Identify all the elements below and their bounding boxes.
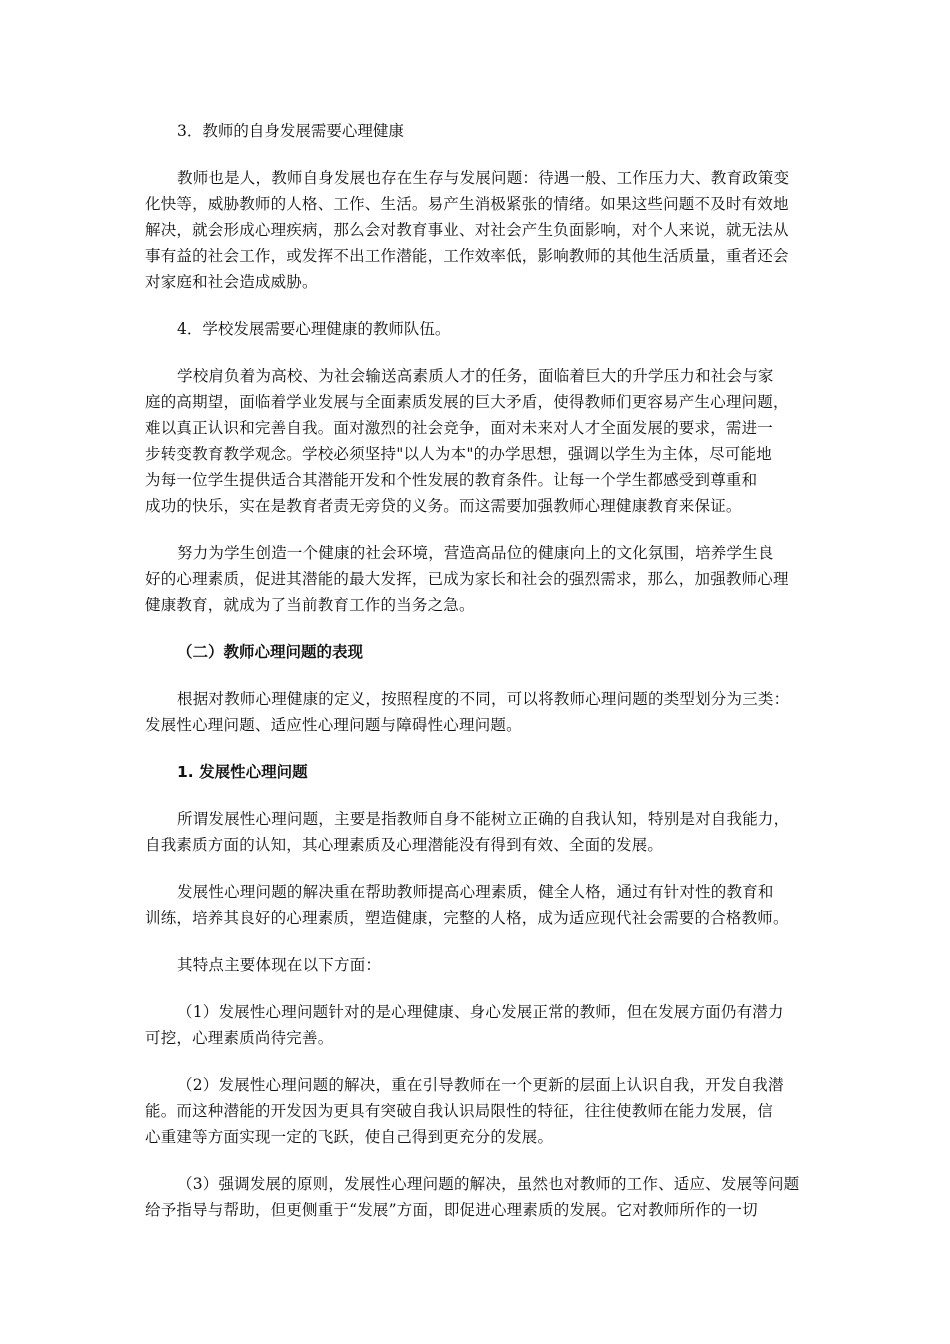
text-line: 步转变教育教学观念。学校必须坚持"以人为本"的办学思想，强调以学生为主体，尽可能地 — [145, 445, 772, 463]
paragraph-developmental-solution — [145, 879, 817, 931]
text-line: 根据对教师心理健康的定义，按照程度的不同，可以将教师心理问题的类型划分为三类： — [177, 690, 790, 708]
text-line: 训练，培养其良好的心理素质，塑造健康，完整的人格，成为适应现代社会需要的合格教师。 — [145, 909, 789, 927]
text-line: 对家庭和社会造成威胁。 — [145, 273, 318, 291]
section-heading-developmental: 1. 发展性心理问题 — [177, 763, 308, 781]
text-line: 学校肩负着为高校、为社会输送高素质人才的任务，面临着巨大的升学压力和社会与家 — [177, 367, 774, 385]
text-line: 庭的高期望，面临着学业发展与全面素质发展的巨大矛盾，使得教师们更容易产生心理问题， — [145, 393, 789, 411]
text-line: 给予指导与帮助，但更侧重于“发展”方面，即促进心理素质的发展。它对教师所作的一切 — [145, 1201, 758, 1219]
text-line: 能。而这种潜能的开发因为更具有突破自我认识局限性的特征，往往使教师在能力发展，信 — [145, 1102, 774, 1120]
text-line: 所谓发展性心理问题，主要是指教师自身不能树立正确的自我认知，特别是对自我能力， — [177, 810, 790, 828]
text-line: 其特点主要体现在以下方面： — [177, 956, 382, 974]
paragraph-problem-types — [145, 686, 817, 738]
text-line: 好的心理素质，促进其潜能的最大发挥，已成为家长和社会的强烈需求，那么，加强教师心理 — [145, 570, 789, 588]
text-line: 为每一位学生提供适合其潜能开发和个性发展的教育条件。让每一个学生都感受到尊重和 — [145, 471, 758, 489]
text-line: 成功的快乐，实在是教育者责无旁贷的义务。而这需要加强教师心理健康教育来保证。 — [145, 497, 742, 515]
text-line: （3）强调发展的原则，发展性心理问题的解决，虽然也对教师的工作、适应、发展等问题 — [177, 1175, 800, 1193]
paragraph-features-intro — [145, 952, 817, 978]
text-line: 心重建等方面实现一定的飞跃，使自己得到更充分的发展。 — [145, 1128, 554, 1146]
section-heading-4: 4．学校发展需要心理健康的教师队伍。 — [177, 320, 451, 338]
paragraph-feature-3 — [145, 1171, 817, 1223]
paragraph-healthy-environment — [145, 540, 817, 618]
document-page — [145, 118, 817, 1223]
text-line: 化快等，威胁教师的人格、工作、生活。易产生消极紧张的情绪。如果这些问题不及时有效地 — [145, 195, 789, 213]
text-line: 难以真正认识和完善自我。面对激烈的社会竞争，面对未来对人才全面发展的要求，需进一 — [145, 419, 774, 437]
text-line: 可挖，心理素质尚待完善。 — [145, 1029, 334, 1047]
paragraph-school-mission — [145, 363, 817, 519]
text-line: 健康教育，就成为了当前教育工作的当务之急。 — [145, 596, 475, 614]
text-line: （1）发展性心理问题针对的是心理健康、身心发展正常的教师，但在发展方面仍有潜力 — [177, 1003, 784, 1021]
paragraph-developmental-definition — [145, 806, 817, 858]
text-line: 发展性心理问题、适应性心理问题与障碍性心理问题。 — [145, 716, 522, 734]
section-heading-manifestations: （二）教师心理问题的表现 — [177, 643, 364, 661]
text-line: 事有益的社会工作，或发挥不出工作潜能，工作效率低，影响教师的其他生活质量，重者还会 — [145, 247, 789, 265]
text-line: 教师也是人，教师自身发展也存在生存与发展问题：待遇一般、工作压力大、教育政策变 — [177, 169, 790, 187]
paragraph-feature-2 — [145, 1072, 817, 1150]
section-heading-3: 3．教师的自身发展需要心理健康 — [177, 122, 404, 140]
paragraph-feature-1 — [145, 999, 817, 1051]
text-line: 自我素质方面的认知，其心理素质及心理潜能没有得到有效、全面的发展。 — [145, 836, 664, 854]
text-line: 发展性心理问题的解决重在帮助教师提高心理素质，健全人格，通过有针对性的教育和 — [177, 883, 774, 901]
text-line: 解决，就会形成心理疾病，那么会对教育事业、对社会产生负面影响，对个人来说，就无法从 — [145, 221, 789, 239]
paragraph-teacher-self-development — [145, 165, 817, 295]
text-line: 努力为学生创造一个健康的社会环境，营造高品位的健康向上的文化氛围，培养学生良 — [177, 544, 774, 562]
text-line: （2）发展性心理问题的解决，重在引导教师在一个更新的层面上认识自我，开发自我潜 — [177, 1076, 784, 1094]
